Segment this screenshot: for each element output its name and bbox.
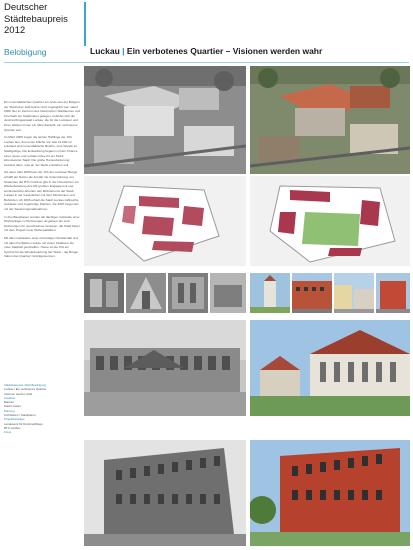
interior-photo: [84, 273, 124, 313]
paragraph: Im März 2005 zogen die letzten Häftlinge der JVA Luckau aus, drei einen Fläche von fast 12.000 m² entstand eine innerstädtische Brache, eine Wunde im Stadtgefüge. Die Entwicklung begann mit der Chance einer neuen und sozialen Idee für ein Stück lebenswerter Stadt. Die große Herausforderung bestand darin, was an der Stelle entstehen soll.: [4, 135, 78, 167]
tower-photo: [250, 273, 290, 313]
credit-line: BTU Cottbus: [4, 425, 21, 430]
photo-image: [126, 273, 166, 313]
credits-heading: Städtebaupreis 2012 Belobigung: [4, 383, 46, 387]
paragraph: Als dann Jahr 2005 kam die JVA der Luckauer Bürger schafft als Nutzer die Anstalt mit Unterstützung von Studenten der BTU Cottbus gibt in der historischen zur Wiederbelebung des Mit großem Engagement und kontinuierliche Arbeiten des Ministeriums der Stadt Luckau in der Gesprächen mit dem Ministerium und Behörden. Ab 2006 erhielt die Stadt Luckau zahlreiche Gebäude und zugehörige Flächen, die 2007 begonnen mit der Sanierungsmaßnahmen.: [4, 170, 79, 212]
aerial-photo-before: [84, 66, 246, 174]
aerial-bw-image: [84, 66, 246, 174]
paragraph: Ein innerstädtisches Quartier am Ande des der Bürgern der Stadt über Jahrzehnte nicht zugänglich war, stand 2002 hier im Zentrum des historischen Stadtkernes und innerhalb der Stadtmauer gelegen, befindet sich die Justizvollzugsanstalt Luckau, die für die Luckauer und ihren Gästen immer ein Tabu darstellt, ein verbotenes Quartier war.: [4, 100, 81, 132]
renovated-building-photo: [250, 440, 410, 546]
exterior-photo: [210, 273, 246, 313]
site-plan-drawing: [84, 176, 246, 266]
building-photo: [292, 273, 332, 313]
photo-image: [210, 273, 246, 313]
photo-image: [84, 440, 246, 546]
church-photo: [250, 320, 410, 416]
photo-image: [292, 273, 332, 313]
project-name: Ein verbotenes Quartier – Visionen werden wahr: [126, 46, 323, 56]
paragraph: Mit allen Gebäuden einer ehemaligen Strafanstalt und mit allen Freiflächen wurde mit vielen Initiativen die neue Stadtteil geschaffen. Heute ist die JVA ein Symbol für die Wiederbelebung der Stadt – die Bürger haben das Quartier zurückgewonnen.: [4, 236, 79, 259]
photo-image: [84, 320, 246, 416]
credit-line: Bauherr: [4, 400, 15, 405]
historic-building-photo: [84, 320, 246, 416]
award-title: Deutscher Städtebaupreis 2012: [4, 2, 68, 36]
site-plan-drawing: [250, 176, 410, 266]
credit-line: Luckau / Ein verbotenes Quartier: [4, 387, 47, 392]
credit-line: Projektbeteiligte: [4, 417, 25, 422]
photo-image: [250, 273, 290, 313]
paragraph: In drei Bauphasen wurden die flachigen Gebäude einer Wohnanlage zu Wohnungen umgebaut. Es sind Wohnungen für verschiedene Gruppen, die Stadt bietet mit dem Projekt neue Wohnqualitäten.: [4, 214, 80, 233]
award-category: Belobigung: [4, 47, 47, 57]
photo-image: [334, 273, 374, 313]
credit-line: Auslober: [4, 395, 16, 400]
photo-image: [168, 273, 208, 313]
credit-line: Landesamt für Denkmalpflege: [4, 421, 43, 426]
site-plan-before: [84, 176, 246, 266]
courtyard-photo: [334, 273, 374, 313]
photo-image: [376, 273, 410, 313]
prison-building-photo: [84, 440, 246, 546]
header-divider: [4, 62, 409, 63]
body-text: [4, 100, 80, 262]
credit-line: Planung: [4, 408, 15, 413]
title-separator: |: [122, 46, 125, 56]
interior-photo: [168, 273, 208, 313]
street-photo: [376, 273, 410, 313]
credit-line: Visionen werden wahr: [4, 391, 33, 396]
credits-block: [4, 383, 80, 435]
project-title: [90, 46, 322, 56]
credit-line: Stadt Luckau: [4, 404, 21, 409]
credit-line: Fotos: [4, 430, 12, 435]
aerial-photo-after: [250, 66, 410, 174]
project-city: Luckau: [90, 46, 120, 56]
photo-image: [250, 320, 410, 416]
aerial-color-image: [250, 66, 410, 174]
site-plan-after: [250, 176, 410, 266]
photo-image: [84, 273, 124, 313]
interior-photo: [126, 273, 166, 313]
accent-bar: [84, 2, 86, 46]
credit-line: Architekten / Stadtplaner: [4, 413, 36, 418]
photo-image: [250, 440, 410, 546]
